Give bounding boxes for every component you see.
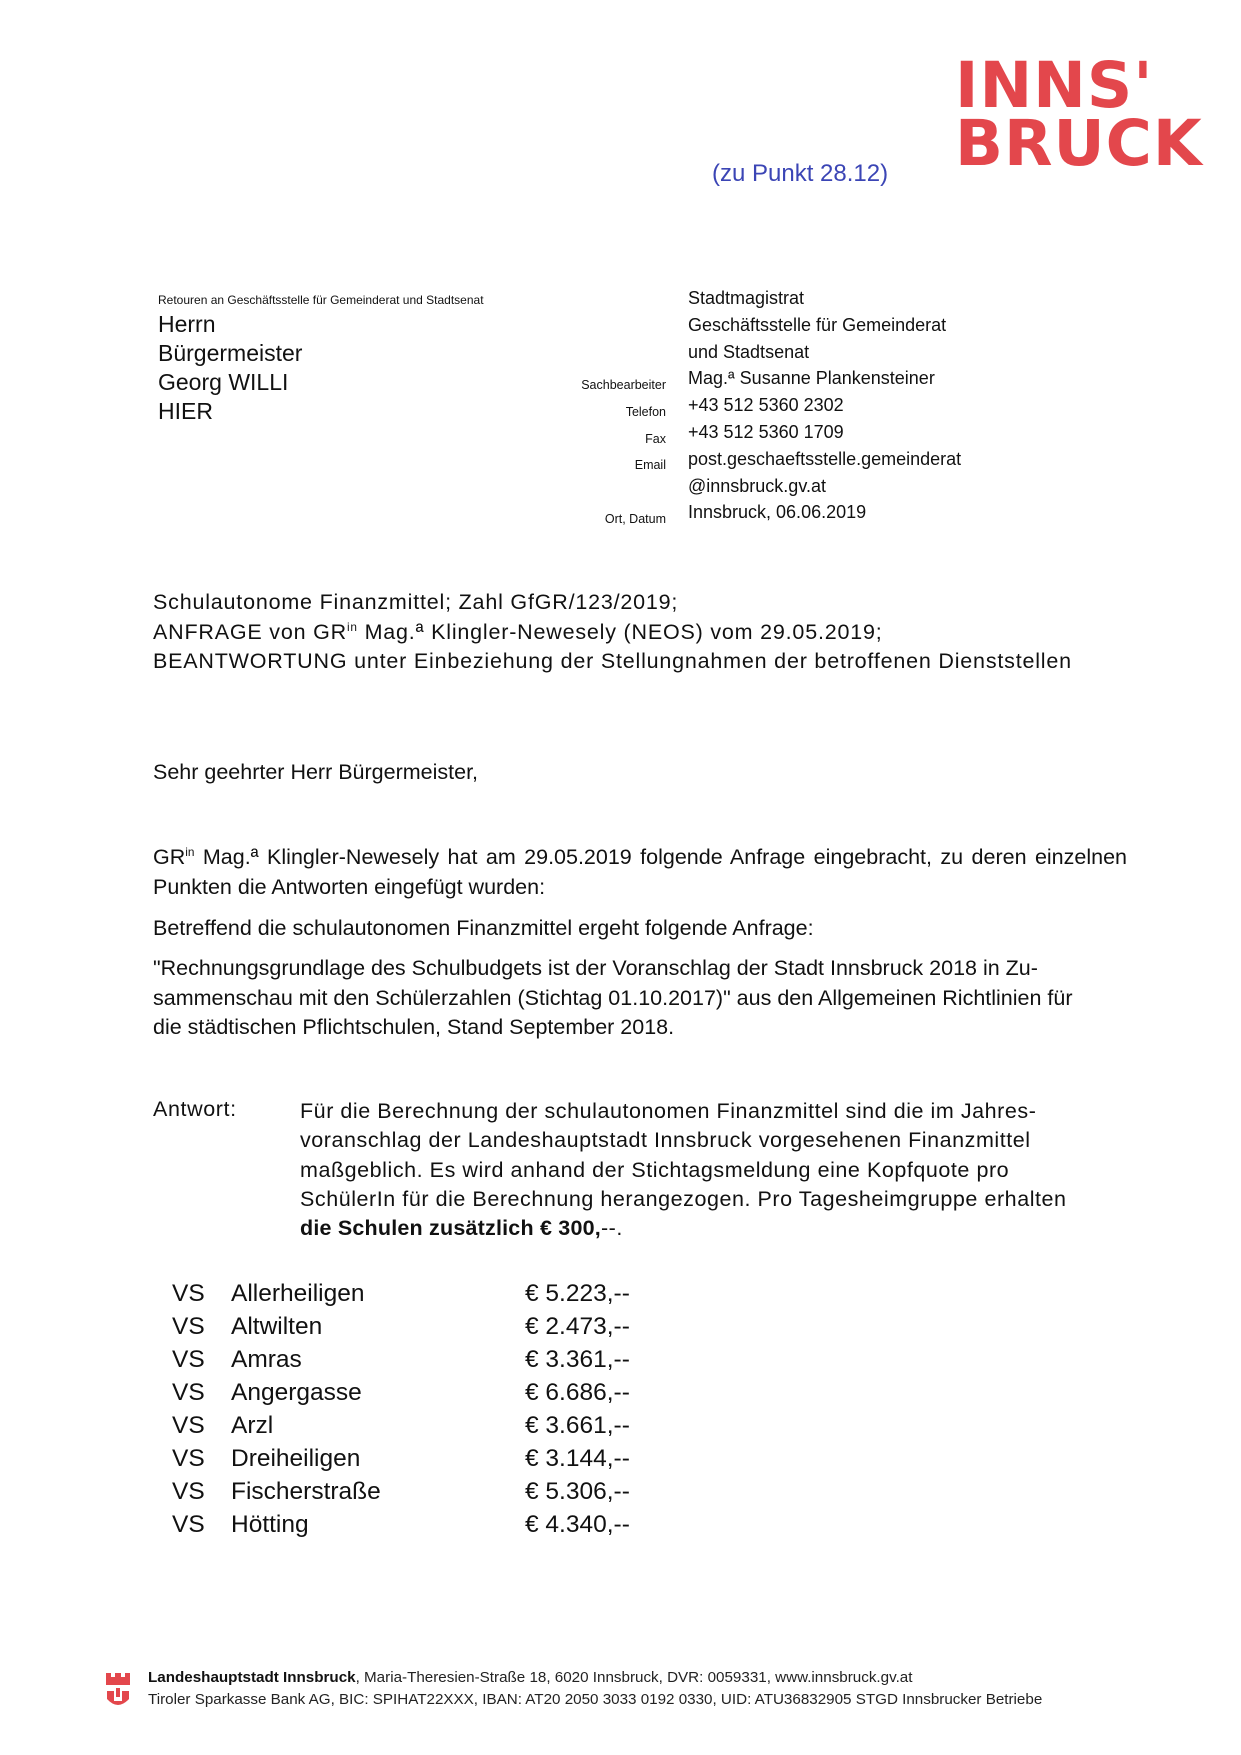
footer-line-2: Tiroler Sparkasse Bank AG, BIC: SPIHAT22XXX, IBAN: AT20 2050 3033 0192 0330, UID: ATU36832905 STGD Innsbrucker Betriebe: [148, 1690, 1043, 1708]
sender-fax: +43 512 5360 1709: [688, 421, 844, 442]
recipient-line: Bürgermeister: [158, 340, 303, 366]
school-type: VS: [172, 1445, 205, 1472]
return-note: Retouren an Geschäftsstelle für Gemeinderat und Stadtsenat: [158, 293, 484, 307]
sender-phone: +43 512 5360 2302: [688, 395, 844, 416]
school-name: Hötting: [231, 1511, 309, 1538]
school-type: VS: [172, 1313, 205, 1340]
school-name: Fischerstraße: [231, 1478, 381, 1505]
answer-label: Antwort:: [153, 1097, 237, 1121]
quote-line: die städtischen Pflichtschulen, Stand September 2018.: [153, 1015, 675, 1039]
city-crest-icon: [105, 1671, 131, 1709]
contact-labels: [520, 372, 666, 533]
recipient-line: Herrn: [158, 311, 216, 337]
school-type: VS: [172, 1379, 205, 1406]
recipient-address: [158, 310, 302, 426]
subject-line-2: ANFRAGE von $GR^{in}$ Mag.ª Klingler-Newesely (NEOS) vom 29.05.2019;: [153, 619, 883, 644]
school-type: VS: [172, 1346, 205, 1373]
salutation: Sehr geehrter Herr Bürgermeister,: [153, 760, 479, 784]
label-fax: Fax: [645, 431, 666, 446]
school-amount: € 5.306,--: [525, 1478, 630, 1505]
school-amount: € 4.340,--: [525, 1511, 630, 1538]
label-place-date: Ort, Datum: [604, 511, 666, 526]
school-type: VS: [172, 1412, 205, 1439]
recipient-line: Georg WILLI: [158, 369, 289, 395]
sender-clerk: Mag.ª Susanne Plankensteiner: [688, 368, 935, 389]
footer-line-1: Landeshauptstadt Innsbruck, Maria-Theresien-Straße 18, 6020 Innsbruck, DVR: 0059331, www.innsbruck.gv.at: [148, 1669, 913, 1686]
inquiry-quote: [153, 954, 1143, 1043]
innsbruck-logo: [955, 49, 1203, 180]
school-name: Angergasse: [231, 1379, 362, 1406]
answer-line: SchülerIn für die Berechnung herangezogen. Pro Tagesheimgruppe erhalten: [300, 1186, 1067, 1211]
school-amount: € 2.473,--: [525, 1313, 630, 1340]
sender-office: Stadtmagistrat: [688, 288, 805, 308]
answer-bold: die Schulen zusätzlich € 300,: [300, 1216, 601, 1241]
school-amount: € 3.144,--: [525, 1445, 630, 1472]
school-amount: € 3.661,--: [525, 1412, 630, 1439]
answer-line: Für die Berechnung der schulautonomen Finanzmittel sind die im Jahres-: [300, 1099, 1037, 1123]
quote-line: sammenschau mit den Schülerzahlen (Stichtag 01.10.2017)" aus den Allgemeinen Richtlinien für: [153, 985, 1073, 1010]
label-clerk: Sachbearbeiter: [581, 378, 666, 392]
agenda-reference: (zu Punkt 28.12): [712, 160, 889, 187]
school-amount: € 6.686,--: [525, 1379, 630, 1406]
sender-office: Geschäftsstelle für Gemeinderat: [688, 314, 947, 335]
recipient-line: HIER: [158, 398, 213, 424]
answer-line: maßgeblich. Es wird anhand der Stichtagsmeldung eine Kopfquote pro: [300, 1157, 1010, 1182]
school-type: VS: [172, 1511, 205, 1538]
subject-line-1: Schulautonome Finanzmittel; Zahl GfGR/123/2019;: [153, 590, 679, 614]
sender-email-domain: @innsbruck.gv.at: [688, 475, 826, 496]
school-name: Altwilten: [231, 1313, 323, 1340]
logo-line-1: INNS': [955, 49, 1154, 122]
subject-line-3: BEANTWORTUNG unter Einbeziehung der Stellungnahmen der betroffenen Dienststellen: [153, 649, 1072, 673]
answer-line: voranschlag der Landeshauptstadt Innsbruck vorgesehenen Finanzmittel: [300, 1128, 1031, 1153]
school-name: Allerheiligen: [231, 1280, 365, 1307]
school-type: VS: [172, 1280, 205, 1307]
inquiry-intro: Betreffend die schulautonomen Finanzmittel ergeht folgende Anfrage:: [153, 916, 814, 940]
school-amount: € 3.361,--: [525, 1346, 630, 1373]
school-amount: € 5.223,--: [525, 1280, 630, 1307]
quote-line: "Rechnungsgrundlage des Schulbudgets ist der Voranschlag der Stadt Innsbruck 2018 in Zu-: [153, 956, 1038, 980]
intro-paragraph: $GR^{in}$ Mag.ª Klingler-Newesely hat am 29.05.2019 folgende Anfrage eingebracht, zu deren einzelnen Punkten die Antworten eingefügt wurden:: [153, 844, 1127, 899]
sender-email: post.geschaeftsstelle.gemeinderat: [688, 448, 962, 469]
sender-block: [688, 285, 961, 526]
footer: [148, 1667, 1042, 1710]
answer-text: [300, 1097, 1140, 1243]
school-name: Amras: [231, 1346, 302, 1373]
label-phone: Telefon: [625, 404, 666, 419]
school-name: Dreiheiligen: [231, 1445, 361, 1472]
sender-office: und Stadtsenat: [688, 341, 810, 362]
logo-line-2: BRUCK: [955, 106, 1203, 180]
sender-place-date: Innsbruck, 06.06.2019: [688, 502, 867, 523]
answer-line: die Schulen zusätzlich € 300,--.: [300, 1216, 623, 1241]
subject-block: [153, 588, 1072, 677]
label-email: Email: [634, 458, 666, 473]
school-type: VS: [172, 1478, 205, 1505]
school-name: Arzl: [231, 1412, 274, 1439]
